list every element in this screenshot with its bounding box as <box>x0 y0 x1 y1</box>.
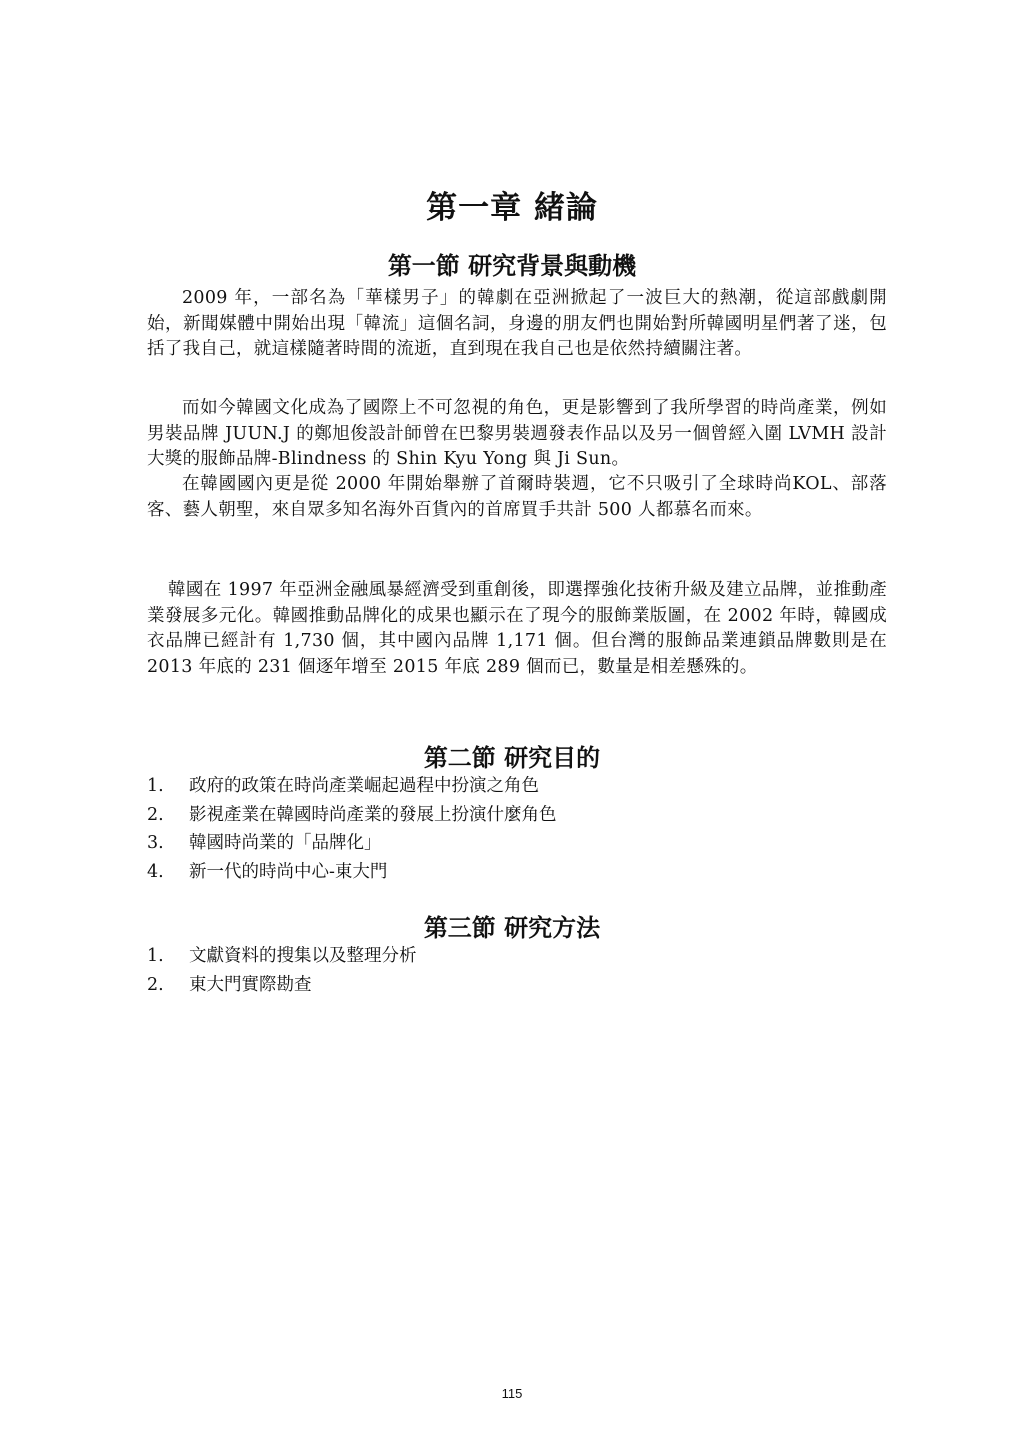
page-number: 115 <box>501 1386 523 1401</box>
purpose-list <box>147 772 887 886</box>
list-item <box>147 971 887 1000</box>
list-item-text: 東大門實際勘查 <box>189 974 312 995</box>
list-item-number: 3. <box>147 833 164 853</box>
list-item <box>147 772 887 801</box>
section-title-purpose: 第二節 研究目的 <box>423 744 601 772</box>
method-list <box>147 942 887 999</box>
list-item-text: 韓國時尚業的「品牌化」 <box>189 833 382 853</box>
list-item <box>147 801 887 830</box>
list-item-number: 2. <box>147 974 164 995</box>
list-item-text: 新一代的時尚中心-東大門 <box>189 861 388 882</box>
list-item-text: 政府的政策在時尚產業崛起過程中扮演之角色 <box>189 776 539 796</box>
list-item-number: 1. <box>147 776 164 796</box>
list-item-number: 2. <box>147 804 164 825</box>
list-item-text: 影視產業在韓國時尚產業的發展上扮演什麼角色 <box>189 804 557 825</box>
paragraph-seoul-fashion-week: 在韓國國內更是從 2000 年開始舉辦了首爾時裝週，它不只吸引了全球時尚KOL、部落客、藝人朝聖，來自眾多知名海外百貨內的首席買手共計 500 人都慕名而來。 <box>147 474 887 520</box>
section-title-method: 第三節 研究方法 <box>423 914 601 942</box>
list-item <box>147 829 887 858</box>
list-item-number: 4. <box>147 861 164 882</box>
paragraph-korean-wave-origin: 2009 年，一部名為「華樣男子」的韓劇在亞洲掀起了一波巨大的熱潮，從這部戲劇開始，新聞媒體中開始出現「韓流」這個名詞，身邊的朋友們也開始對所韓國明星們著了迷，包括了我自己，就這樣隨著時間的流逝，直到現在我自己也是依然持續關注著。 <box>147 288 887 359</box>
chapter-title: 第一章 緒論 <box>426 190 598 226</box>
paragraph-korean-fashion-brands: 而如今韓國文化成為了國際上不可忽視的角色，更是影響到了我所學習的時尚產業，例如男裝品牌 JUUN.J 的鄭旭俊設計師曾在巴黎男裝週發表作品以及另一個曾經入圍 LVMH 設計大獎的服飾品牌-Blindness 的 Shin Kyu Yong 與 Ji Sun。 <box>147 398 887 469</box>
list-item <box>147 942 887 971</box>
list-item-number: 1. <box>147 946 164 966</box>
section-title-background: 第一節 研究背景與動機 <box>387 252 637 280</box>
list-item-text: 文獻資料的搜集以及整理分析 <box>189 946 417 966</box>
paragraph-brand-statistics: 韓國在 1997 年亞洲金融風暴經濟受到重創後，即選擇強化技術升級及建立品牌，並推動產業發展多元化。韓國推動品牌化的成果也顯示在了現今的服飾業版圖，在 2002 年時，韓國成衣品牌已經計有 1,730 個，其中國內品牌 1,171 個。但台灣的服飾品業連鎖品牌數則是在 2013 年底的 231 個逐年增至 2015 年底 289 個而已，數量是相差懸殊的。 <box>147 580 887 677</box>
list-item <box>147 858 887 887</box>
